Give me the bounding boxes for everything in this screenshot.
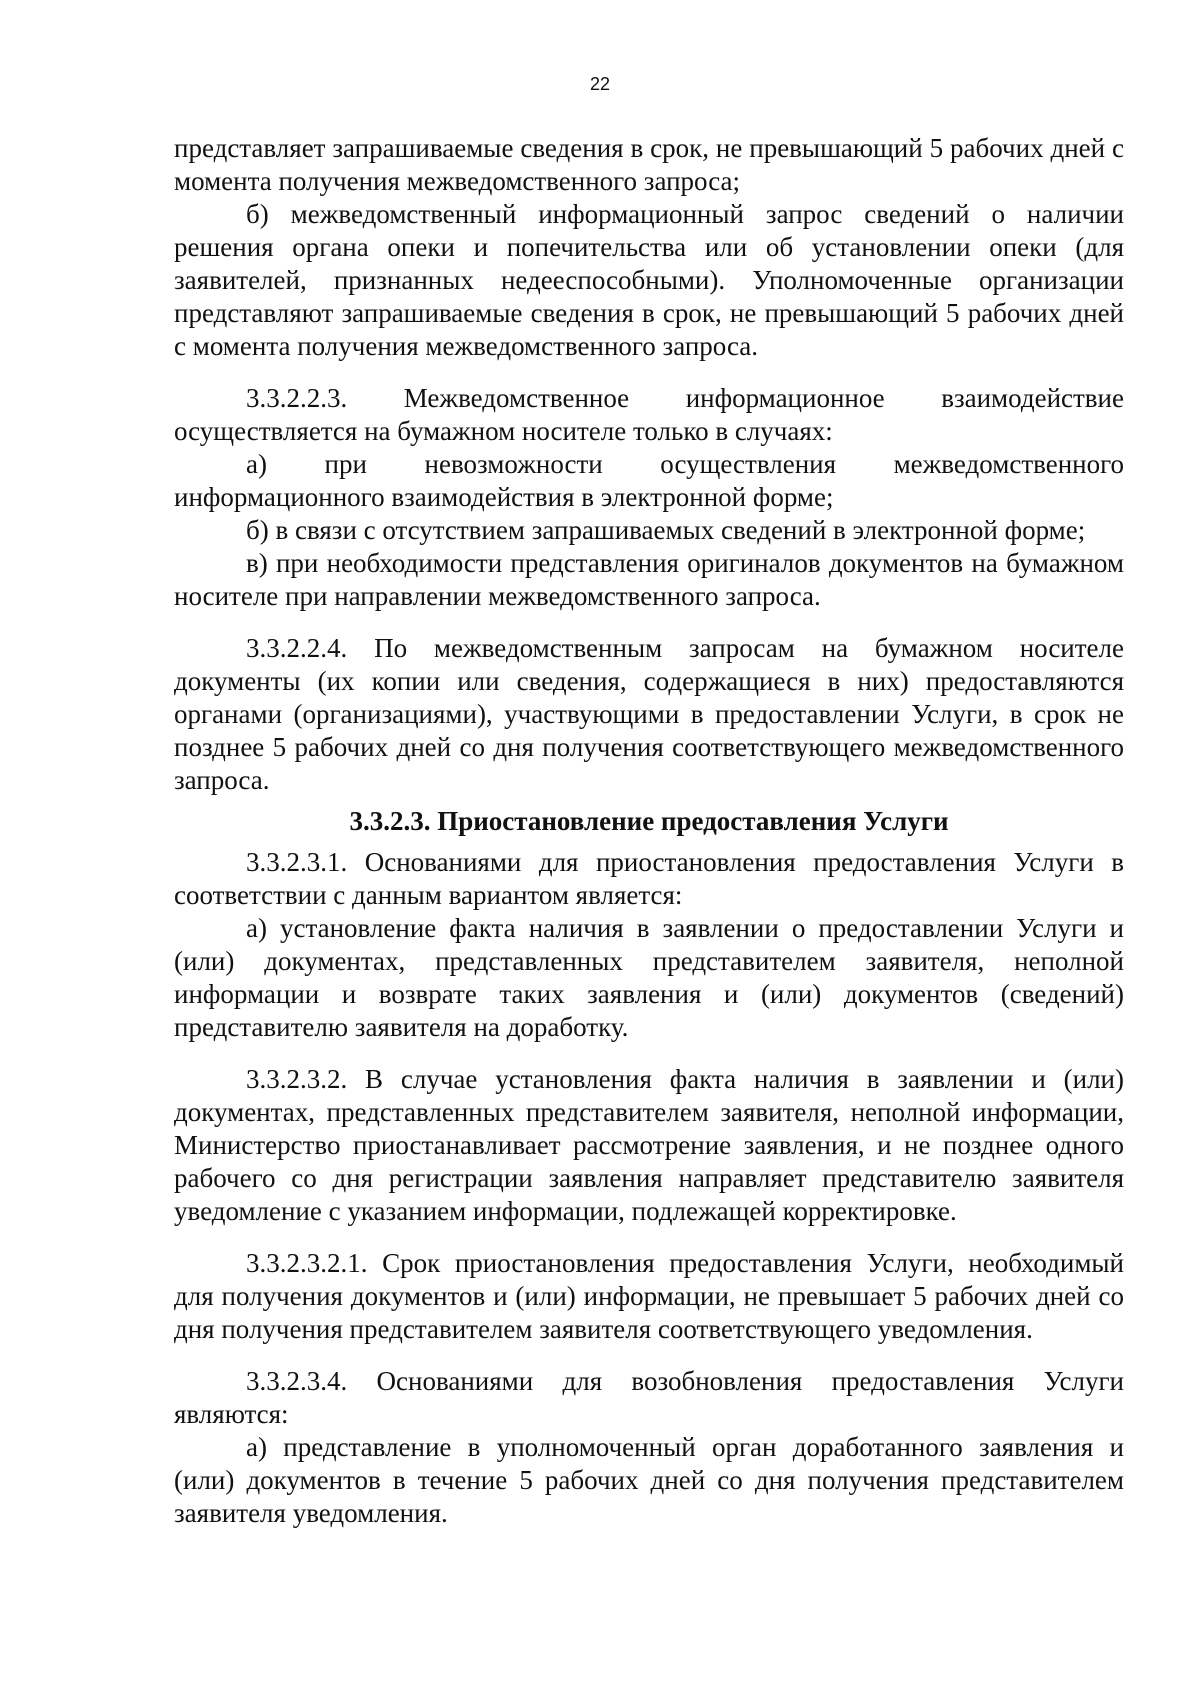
paragraph-3-3-2-3-2-1: 3.3.2.3.2.1. Срок приостановления предоставления Услуги, необходимый для получения документов и (или) информации, не превышает 5 рабочих дней со дня получения представителем заявителя соответствующего уведомления.	[174, 1248, 1124, 1344]
page-number: 22	[589, 74, 611, 94]
paragraph-item-a-impossibility: а) при невозможности осуществления межведомственного информационного взаимодействия в электронной форме;	[174, 449, 1124, 512]
paragraph-item-a-incomplete-info: а) установление факта наличия в заявлении о предоставлении Услуги и (или) документах, представленных представителем заявителя, неполной информации и возврате таких заявления и (или) документов (сведений) представителю заявителя на доработку.	[174, 913, 1124, 1042]
paragraph-item-b-guardianship: б) межведомственный информационный запрос сведений о наличии решения органа опеки и попечительства или об установлении опеки (для заявителей, признанных недееспособными). Уполномоченные организации представляют запрашиваемые сведения в срок, не превышающий 5 рабочих дней с момента получения межведомственного запроса.	[174, 199, 1124, 361]
paragraph-3-3-2-3-2: 3.3.2.3.2. В случае установления факта наличия в заявлении и (или) документах, представленных представителем заявителя, неполной информации, Министерство приостанавливает рассмотрение заявления, и не позднее одного рабочего со дня регистрации заявления направляет представителю заявителя уведомление с указанием информации, подлежащей корректировке.	[174, 1064, 1124, 1226]
paragraph-item-a-resubmission: а) представление в уполномоченный орган доработанного заявления и (или) документов в течение 5 рабочих дней со дня получения представителем заявителя уведомления.	[174, 1432, 1124, 1528]
paragraph-3-3-2-3-4: 3.3.2.3.4. Основаниями для возобновления предоставления Услуги являются:	[174, 1366, 1124, 1429]
document-body	[174, 132, 1124, 1530]
paragraph-3-3-2-2-4: 3.3.2.2.4. По межведомственным запросам на бумажном носителе документы (их копии или сведения, содержащиеся в них) предоставляются органами (организациями), участвующими в предоставлении Услуги, в срок не позднее 5 рабочих дней со дня получения соответствующего межведомственного запроса.	[174, 633, 1124, 795]
paragraph-3-3-2-3-1: 3.3.2.3.1. Основаниями для приостановления предоставления Услуги в соответствии с данным вариантом является:	[174, 847, 1124, 910]
paragraph-continuation: представляет запрашиваемые сведения в срок, не превышающий 5 рабочих дней с момента получения межведомственного запроса;	[174, 133, 1124, 196]
paragraph-item-b-absence: б) в связи с отсутствием запрашиваемых сведений в электронной форме;	[246, 515, 1086, 545]
section-heading: 3.3.2.3. Приостановление предоставления Услуги	[349, 806, 949, 836]
paragraph-3-3-2-2-3: 3.3.2.2.3. Межведомственное информационное взаимодействие осуществляется на бумажном носителе только в случаях:	[174, 383, 1124, 446]
paragraph-item-v-originals: в) при необходимости представления оригиналов документов на бумажном носителе при направлении межведомственного запроса.	[174, 548, 1124, 611]
